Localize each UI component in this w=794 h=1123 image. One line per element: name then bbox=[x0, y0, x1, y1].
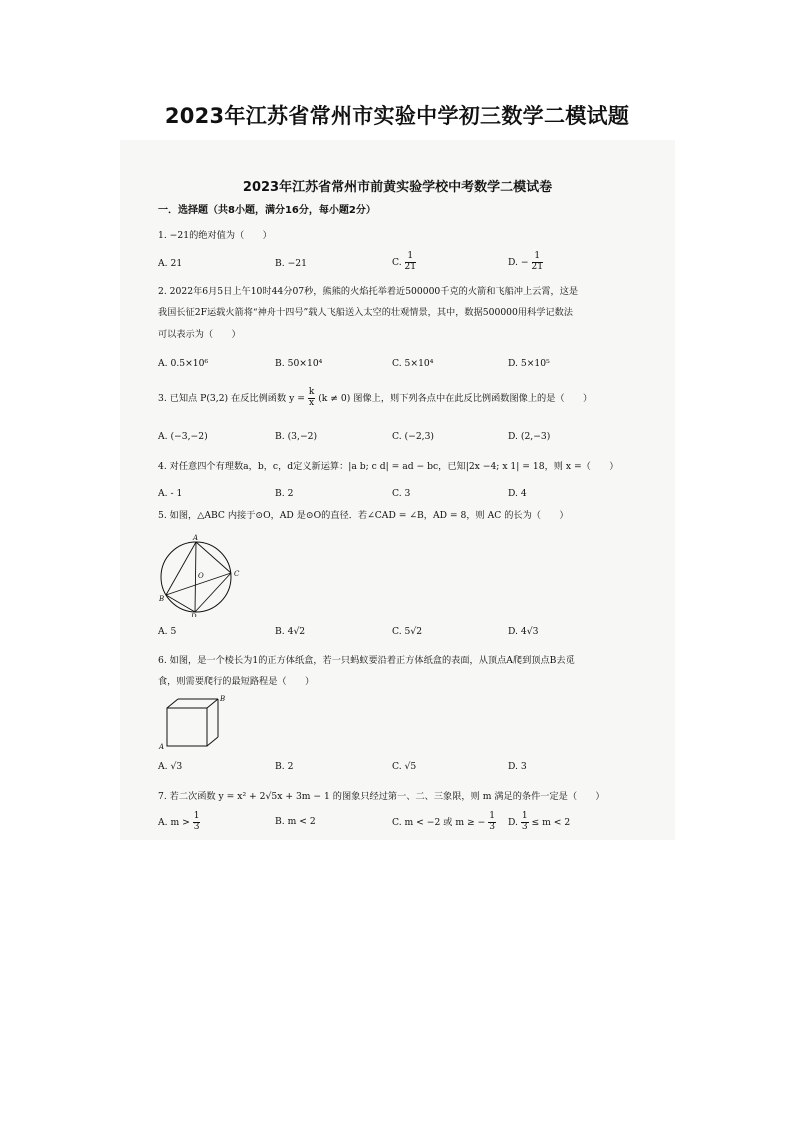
question-5-options bbox=[158, 626, 628, 646]
option-b: B. −21 bbox=[275, 258, 307, 269]
option-a: A. (−3,−2) bbox=[158, 431, 208, 442]
question-7-stem: 7. 若二次函数 y = x² + 2√5x + 3m − 1 的图象只经过第一、二、三象限，则 m 满足的条件一定是（ ） bbox=[158, 791, 605, 802]
option-c: C. (−2,3) bbox=[392, 431, 435, 442]
exam-title: 2023年江苏省常州市前黄实验学校中考数学二模试卷 bbox=[242, 180, 553, 195]
fraction bbox=[193, 812, 201, 833]
label-d: D bbox=[191, 613, 197, 617]
option-c-label: C. bbox=[392, 256, 402, 268]
question-2-stem-line-1: 2. 2022年6月5日上午10时44分07秒，熊熊的火焰托举着近500000千克的火箭和飞船冲上云霄，这是 bbox=[158, 286, 579, 297]
fraction-numerator: 1 bbox=[532, 252, 543, 263]
fraction bbox=[405, 252, 416, 273]
option-d: D. 4√3 bbox=[508, 626, 539, 637]
question-3-stem-pre: 3. 已知点 P(3,2) 在反比例函数 y = bbox=[158, 392, 305, 404]
label-c: C bbox=[234, 570, 240, 578]
question-4-stem: 4. 对任意四个有理数a，b，c，d定义新运算：|a b; c d| = ad − bc，已知|2x −4; x 1| = 18，则 x =（ ） bbox=[158, 461, 619, 472]
question-4-options bbox=[158, 488, 628, 508]
option-d: D. 3 bbox=[508, 761, 527, 772]
question-6-stem-line-1: 6. 如图，是一个棱长为1的正方体纸盒，若一只蚂蚁要沿着正方体纸盒的表面，从顶点A爬到顶点B去觅 bbox=[158, 655, 575, 666]
question-2-stem-line-2: 我国长征2F运载火箭将“神舟十四号”载人飞船送入太空的壮观情景，其中，数据500000用科学记数法 bbox=[158, 307, 573, 318]
option-d bbox=[508, 252, 543, 273]
question-1-options bbox=[158, 251, 628, 278]
fraction bbox=[308, 388, 315, 409]
fraction-denominator: 21 bbox=[404, 261, 416, 272]
option-d-label: D. bbox=[508, 816, 518, 828]
scanned-exam-sheet bbox=[120, 140, 675, 840]
option-d bbox=[508, 812, 570, 833]
option-b: B. 4√2 bbox=[275, 626, 306, 637]
fraction-denominator: 3 bbox=[489, 821, 495, 832]
option-a: A. 5 bbox=[158, 626, 177, 637]
label-a: A bbox=[159, 743, 165, 749]
cube-diagram bbox=[158, 695, 230, 749]
option-d: D. 4 bbox=[508, 488, 527, 499]
option-c-label: C. m < −2 或 m ≥ − bbox=[392, 816, 486, 828]
question-7-options bbox=[158, 811, 628, 836]
fraction-numerator: 1 bbox=[193, 811, 200, 821]
label-b: B bbox=[159, 595, 165, 603]
fraction bbox=[488, 812, 496, 833]
option-c: C. √5 bbox=[392, 761, 417, 772]
option-a: A. √3 bbox=[158, 761, 183, 772]
question-1-stem: 1. −21的绝对值为（ ） bbox=[158, 230, 272, 241]
question-3-stem bbox=[158, 388, 628, 409]
question-6-stem-line-2: 食，则需要爬行的最短路程是（ ） bbox=[158, 676, 315, 687]
fraction-numerator: 1 bbox=[405, 252, 416, 263]
option-a: A. 21 bbox=[158, 258, 183, 269]
option-d: D. 5×10⁵ bbox=[508, 358, 550, 369]
label-b: B bbox=[220, 695, 226, 703]
option-a: A. 0.5×10⁶ bbox=[158, 358, 209, 369]
question-6-options bbox=[158, 761, 628, 781]
option-a: A. - 1 bbox=[158, 488, 183, 499]
fraction-denominator: x bbox=[309, 397, 315, 408]
fraction-numerator: 1 bbox=[489, 811, 495, 821]
option-c: C. 3 bbox=[392, 488, 411, 499]
label-o: O bbox=[198, 572, 204, 580]
option-b: B. 50×10⁴ bbox=[275, 358, 323, 369]
option-d-tail: ≤ m < 2 bbox=[531, 816, 571, 828]
fraction-numerator: 1 bbox=[521, 811, 528, 821]
circle-triangle-diagram bbox=[158, 533, 242, 617]
cube-figure bbox=[158, 695, 230, 753]
fraction-denominator: 3 bbox=[193, 821, 200, 832]
option-a-label: A. m > bbox=[158, 816, 190, 828]
option-d-label: D. − bbox=[508, 256, 529, 268]
option-a bbox=[158, 812, 200, 833]
question-2-stem-line-3: 可以表示为（ ） bbox=[158, 329, 241, 340]
option-b: B. m < 2 bbox=[275, 816, 316, 827]
option-c bbox=[392, 252, 416, 273]
option-c: C. 5√2 bbox=[392, 626, 423, 637]
question-5-stem: 5. 如图，△ABC 内接于⊙O，AD 是⊙O的直径．若∠CAD = ∠B，AD = 8，则 AC 的长为（ ） bbox=[158, 510, 569, 521]
question-2-options bbox=[158, 358, 628, 378]
fraction bbox=[521, 812, 529, 833]
fraction-denominator: 3 bbox=[521, 821, 528, 832]
option-d: D. (2,−3) bbox=[508, 431, 551, 442]
fraction bbox=[532, 252, 543, 273]
option-c: C. 5×10⁴ bbox=[392, 358, 434, 369]
page-title: 2023年江苏省常州市实验中学初三数学二模试题 bbox=[164, 104, 630, 128]
section-title: 一．选择题（共8小题，满分16分，每小题2分） bbox=[158, 205, 376, 216]
circle-figure bbox=[158, 533, 242, 621]
option-b: B. 2 bbox=[275, 488, 294, 499]
question-3-stem-post: (k ≠ 0) 图像上，则下列各点中在此反比例函数图像上的是（ ） bbox=[318, 392, 593, 404]
option-b: B. 2 bbox=[275, 761, 294, 772]
option-b: B. (3,−2) bbox=[275, 431, 318, 442]
label-a: A bbox=[193, 534, 199, 542]
fraction-numerator: k bbox=[308, 387, 315, 397]
option-c bbox=[392, 812, 496, 833]
fraction-denominator: 21 bbox=[531, 261, 543, 272]
question-3-options bbox=[158, 431, 628, 451]
